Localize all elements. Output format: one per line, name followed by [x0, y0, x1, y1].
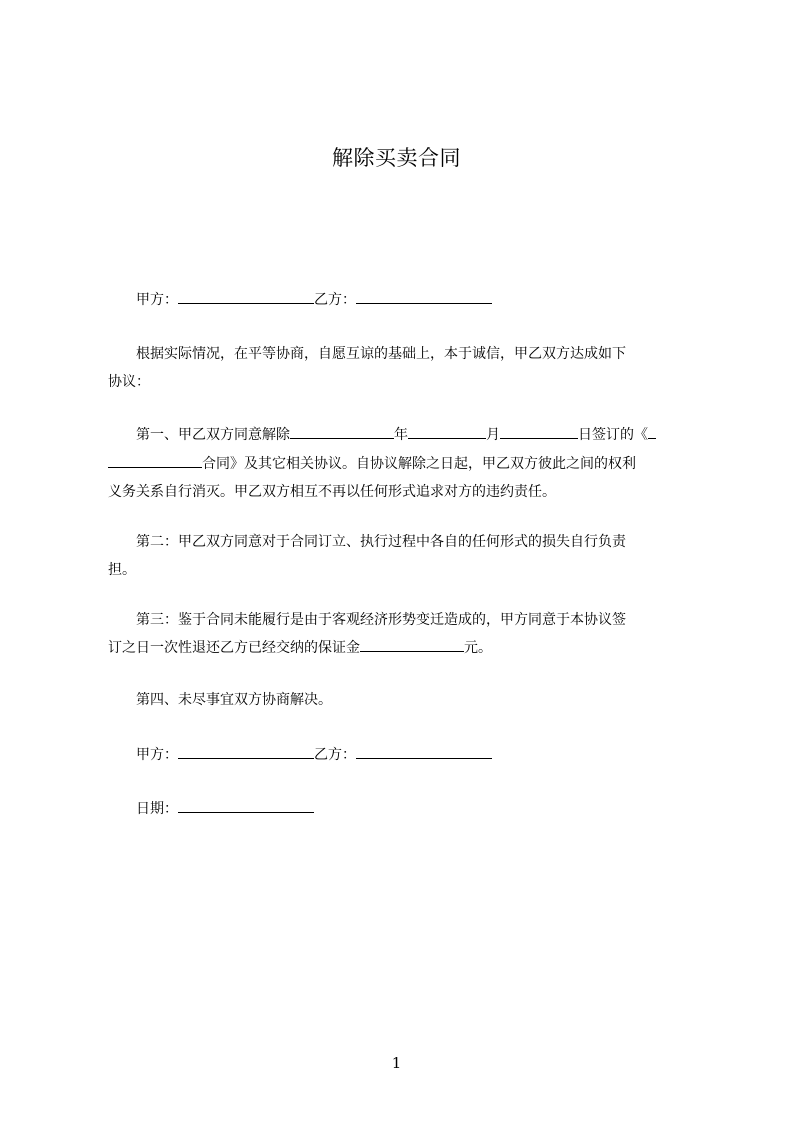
contract-name-blank-start[interactable]	[648, 424, 656, 439]
signature-party-b-label: 乙方：	[314, 747, 356, 763]
clause-1-line-1	[136, 421, 736, 450]
parties-header	[136, 286, 736, 315]
intro-line-2: 协议：	[108, 374, 150, 390]
document-title: 解除买卖合同	[332, 146, 461, 170]
year-blank[interactable]	[290, 424, 394, 439]
signature-party-a-label: 甲方：	[136, 747, 178, 763]
year-label: 年	[394, 427, 408, 443]
date-line	[136, 795, 736, 824]
deposit-amount-blank[interactable]	[360, 637, 464, 652]
clause-3-prefix: 订之日一次性退还乙方已经交纳的保证金	[108, 640, 360, 656]
clause-3-suffix: 元。	[464, 640, 492, 656]
month-blank[interactable]	[408, 424, 486, 439]
signature-party-a-blank[interactable]	[178, 744, 314, 759]
clause-2-line-1: 第二：甲乙双方同意对于合同订立、执行过程中各自的任何形式的损失自行负责	[136, 534, 626, 550]
clause-3-line-2	[108, 634, 708, 663]
contract-name-blank[interactable]	[108, 453, 202, 468]
clause-1-line-3: 义务关系自行消灭。甲乙双方相互不再以任何形式追求对方的违约责任。	[108, 484, 556, 500]
signature-party-b-blank[interactable]	[356, 744, 492, 759]
clause-4: 第四、未尽事宜双方协商解决。	[136, 692, 332, 708]
signature-parties	[136, 741, 736, 770]
clause-3-line-1: 第三：鉴于合同未能履行是由于客观经济形势变迁造成的，甲方同意于本协议签	[136, 612, 626, 628]
month-label: 月	[486, 427, 500, 443]
clause-2-line-2: 担。	[108, 562, 136, 578]
day-signed-label: 日签订的《	[578, 427, 648, 443]
day-blank[interactable]	[500, 424, 578, 439]
party-a-label: 甲方：	[136, 292, 178, 308]
party-b-label: 乙方：	[314, 292, 356, 308]
party-a-blank[interactable]	[178, 289, 314, 304]
clause-1-line-2	[108, 450, 708, 479]
clause-1-contract-suffix: 合同》及其它相关协议。自协议解除之日起，甲乙双方彼此之间的权利	[202, 456, 636, 472]
intro-line-1: 根据实际情况，在平等协商，自愿互谅的基础上，本于诚信，甲乙双方达成如下	[136, 346, 626, 362]
page-number: 1	[391, 1054, 402, 1072]
party-b-blank[interactable]	[356, 289, 492, 304]
date-blank[interactable]	[178, 798, 314, 813]
clause-1-prefix: 第一、甲乙双方同意解除	[136, 427, 290, 443]
date-label: 日期：	[136, 801, 178, 817]
